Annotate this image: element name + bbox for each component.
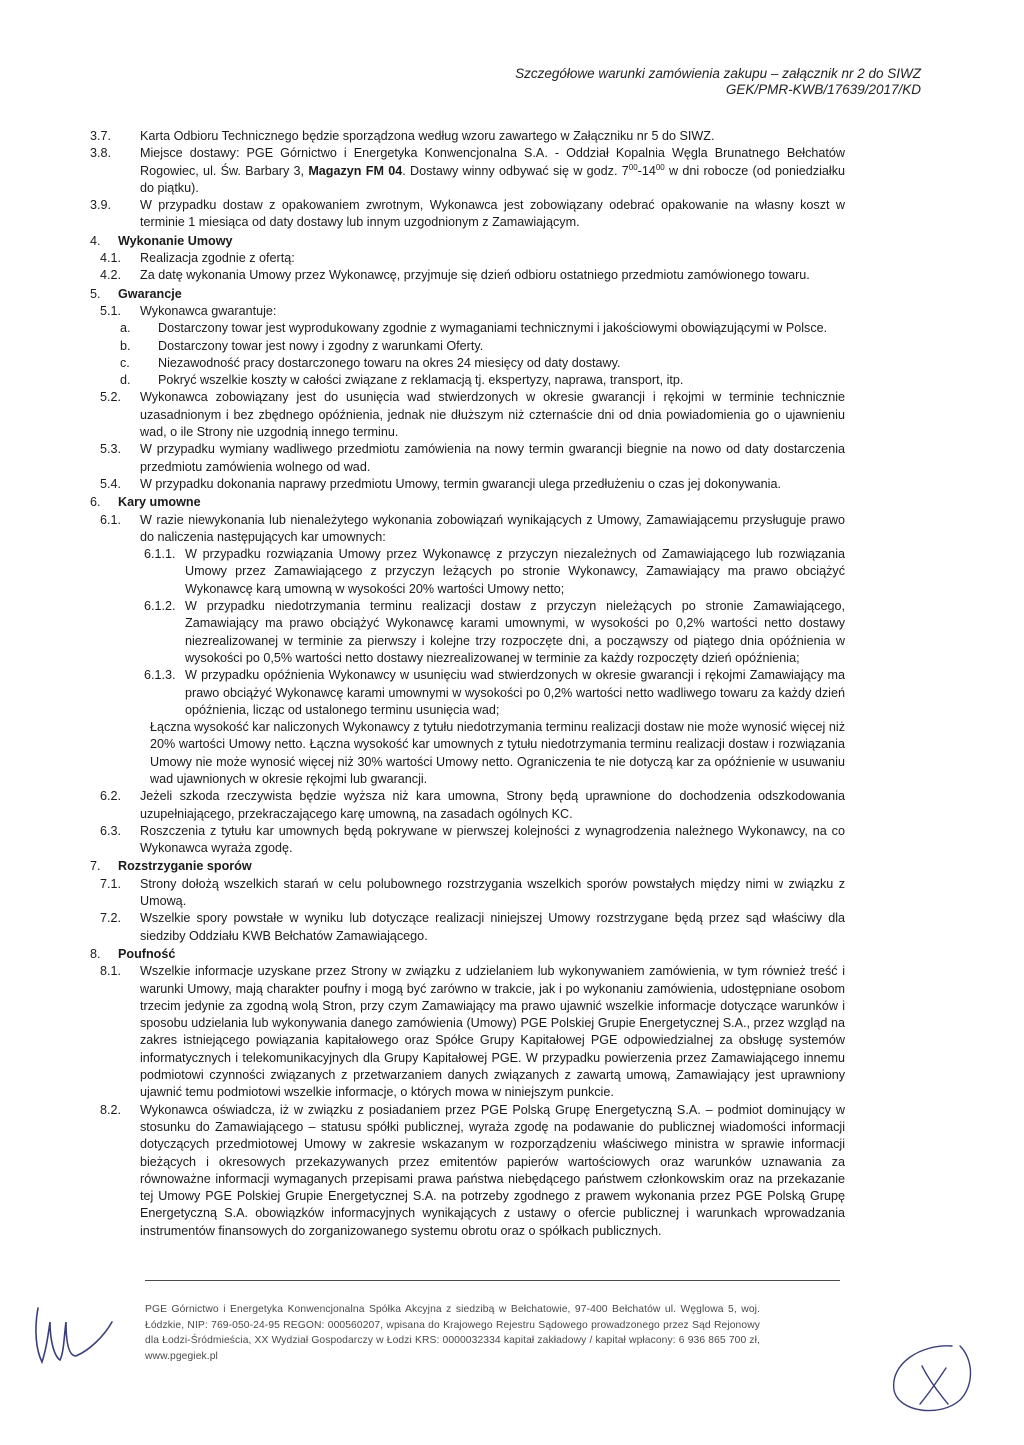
clause-text: W przypadku rozwiązania Umowy przez Wykonawcę z przyczyn niezależnych od Zamawiającego lub rozwiązania Umowy przez Zamawiającego z przyczyn leżących po stronie Wykonawcy, Zamawiający ma prawo obciążyć Wykonawcę karą umowną w wysokości 20% wartości Umowy netto; <box>185 547 845 596</box>
clause-text: Realizacja zgodnie z ofertą: <box>140 251 295 266</box>
clause-number: 6.3. <box>100 823 122 838</box>
penalty-limits-paragraph: Łączna wysokość kar naliczonych Wykonawcy z tytułu niedotrzymania terminu realizacji dostaw nie może wynosić więcej niż 20% wartości Umowy netto. Łączna wysokość kar umownych z tytułu niedotrzymania terminu realizacji dostaw i rozwiązania Umowy nie może wynosić więcej niż 30% wartości Umowy netto. Ograniczenia te nie dotyczą kar za opóźnienie w usuwaniu wad ujawnionych w okresie rękojmi lub gwarancji. <box>150 720 845 786</box>
clause-6-3 <box>90 823 845 858</box>
clause-text <box>140 145 845 197</box>
clause-text: Wszelkie spory powstałe w wyniku lub dotyczące realizacji niniejszej Umowy rozstrzygane będą przez sąd właściwy dla siedziby Oddziału KWB Bełchatów Zamawiającego. <box>140 911 845 943</box>
clause-5-1-b <box>90 338 845 355</box>
clause-number: 5.1. <box>100 303 122 318</box>
clause-number: 5.4. <box>100 476 122 491</box>
clause-number: 7.1. <box>100 876 122 891</box>
clause-text: Dostarczony towar jest wyprodukowany zgodnie z wymaganiami technicznymi i jakościowymi obowiązującymi w Polsce. <box>158 321 828 336</box>
clause-number: 4.1. <box>100 251 122 266</box>
section-title: Wykonanie Umowy <box>118 233 233 248</box>
section-7 <box>90 858 845 875</box>
clause-letter: b. <box>120 338 131 353</box>
clause-7-1 <box>90 876 845 911</box>
clause-number: 6.1. <box>100 512 122 527</box>
superscript: 00 <box>628 162 638 172</box>
section-title: Poufność <box>118 946 176 961</box>
clause-5-3 <box>90 441 845 476</box>
clause-text: W przypadku dostaw z opakowaniem zwrotnym, Wykonawca jest zobowiązany odebrać opakowanie na własny koszt w terminie 1 miesiąca od daty dostawy lub innym uzgodnionym z Zamawiającym. <box>140 198 845 230</box>
clause-text: Strony dołożą wszelkich starań w celu polubownego rozstrzygania wszelkich sporów powstałych między nimi w związku z Umową. <box>140 876 845 909</box>
handwritten-initials-signature <box>20 1300 130 1370</box>
clause-text: Za datę wykonania Umowy przez Wykonawcę, przyjmuje się dzień odbioru ostatniego przedmiotu zamówionego towaru. <box>140 268 810 283</box>
clause-text: Niezawodność pracy dostarczonego towaru na okres 24 miesięcy od daty dostawy. <box>158 355 621 370</box>
clause-number: 5.2. <box>100 390 122 405</box>
clause-text: W razie niewykonania lub nienależytego wykonania zobowiązań wynikających z Umowy, Zamawiającemu przysługuje prawo do naliczenia następujących kar umownych: <box>140 512 845 544</box>
clause-6-1-1 <box>90 546 845 598</box>
clause-number: 3.9. <box>90 198 112 213</box>
section-title: Kary umowne <box>118 495 201 510</box>
clause-number: 8.1. <box>100 964 122 979</box>
clause-number: 4.2. <box>100 268 122 283</box>
clause-3-9 <box>90 197 845 232</box>
section-title: Rozstrzyganie sporów <box>118 859 252 874</box>
text-part: Miejsce dostawy: PGE Górnictwo i Energetyka Konwencjonalna S.A. - Oddział Kopalnia Węgla Brunatnego Bełchatów Rogowiec, ul. Św. Barbary 3, <box>140 146 845 178</box>
clause-text: Dostarczony towar jest nowy i zgodny z warunkami Oferty. <box>158 338 484 353</box>
clause-4-1 <box>90 250 845 267</box>
clause-text: W przypadku wymiany wadliwego przedmiotu zamówienia na nowy termin gwarancji biegnie na nowo od daty dostarczenia przedmiotu zamówienia wolnego od wad. <box>140 442 845 474</box>
section-title: Gwarancje <box>118 286 182 301</box>
clause-5-1-c <box>90 355 845 372</box>
warehouse-name: Magazyn FM 04 <box>308 163 403 178</box>
company-footer: PGE Górnictwo i Energetyka Konwencjonalna Spółka Akcyjna z siedzibą w Bełchatowie, 97-400 Bełchatów ul. Węglowa 5, woj. Łódzkie, NIP: 769-050-24-95 REGON: 000560207, wpisana do Krajowego Rejestru Sądowego prowadzonego przez Sąd Rejonowy dla Łodzi-Śródmieścia, XX Wydział Gospodarczy w Łodzi KRS: 0000032334 kapitał zakładowy / kapitał wpłacony: 6 936 865 700 zł, www.pgegiek.pl <box>145 1304 760 1362</box>
clause-3-8 <box>90 145 845 197</box>
clause-letter: a. <box>120 321 131 336</box>
clause-text: Pokryć wszelkie koszty w całości związane z reklamacją tj. ekspertyzy, naprawa, transport, itp. <box>158 373 684 388</box>
clause-8-2 <box>90 1102 845 1240</box>
clause-text: Karta Odbioru Technicznego będzie sporządzona według wzoru zawartego w Załączniku nr 5 do SIWZ. <box>140 129 715 143</box>
handwritten-paraph-signature <box>880 1340 980 1420</box>
clause-text: Wykonawca gwarantuje: <box>140 303 277 318</box>
section-6 <box>90 494 845 511</box>
text-part: -14 <box>637 163 656 178</box>
section-number: 6. <box>90 495 101 510</box>
clause-number: 3.8. <box>90 146 112 161</box>
clause-text: Jeżeli szkoda rzeczywista będzie wyższa niż kara umowna, Strony będą uprawnione do dochodzenia odszkodowania uzupełniającego, przekraczającego karę umowną, na zasadach ogólnych KC. <box>140 789 845 821</box>
clause-5-4 <box>90 476 845 493</box>
section-number: 4. <box>90 233 101 248</box>
clause-text: W przypadku niedotrzymania terminu realizacji dostaw z przyczyn nieleżących po stronie Zamawiającego, Zamawiający ma prawo obciążyć Wykonawcę karami umownymi, w wysokości po 0,2% wartości netto dostawy niezrealizowanej w terminie za pierwszy i kolejne trzy rozpoczęte dni, a począwszy od piątego dnia opóźnienia w wysokości po 0,5% wartości netto dostawy niezrealizowanej w terminie za każdy rozpoczęty dzień opóźnienia; <box>185 599 845 665</box>
clause-number: 7.2. <box>100 911 122 926</box>
clause-6-2 <box>90 788 845 823</box>
header-reference: GEK/PMR-KWB/17639/2017/KD <box>725 82 921 97</box>
clause-4-2 <box>90 267 845 284</box>
clause-7-2 <box>90 910 845 945</box>
clause-text: Wszelkie informacje uzyskane przez Strony w związku z udzielaniem lub wykonywaniem zamówienia, w tym również treść i warunki Umowy, mają charakter poufny i mogą być zarówno w trakcie, jak i po wykonaniu zamówienia, udostępniane osobom trzecim jedynie za zgodną wolą Stron, przy czym Zamawiający ma prawo ujawnić wszelkie informacje dotyczące warunków i sposobu udzielania lub wykonywania danego zamówienia (Umowy) PGE Polskiej Grupie Energetycznej S.A., przez wzgląd na zakres istniejącego powiązania kapitałowego oraz Spółce Grupy Kapitałowej PGE odpowiedzialnej za obsługę systemów informatycznych i telekomunikacyjnych dla Grupy Kapitałowej PGE. W przypadku powierzenia przez Zamawiającego innemu podmiotowi czynności związanych z przetwarzaniem danych związanych z zawartą umową, Zamawiający jest uprawniony ujawnić temu podmiotowi wszelkie informacje, o których mowa w niniejszym punkcie. <box>140 964 845 1100</box>
clause-number: 3.7. <box>90 129 112 143</box>
clause-letter: c. <box>120 355 130 370</box>
document-body <box>90 128 845 1240</box>
clause-8-1 <box>90 963 845 1101</box>
clause-text: W przypadku dokonania naprawy przedmiotu Umowy, termin gwarancji ulega przedłużeniu o czas jej dokonywania. <box>140 476 781 491</box>
section-4 <box>90 233 845 250</box>
document-header <box>515 66 921 98</box>
clause-number: 5.3. <box>100 442 122 457</box>
superscript: 00 <box>655 162 665 172</box>
header-title: Szczegółowe warunki zamówienia zakupu – załącznik nr 2 do SIWZ <box>515 66 921 81</box>
clause-number: 6.1.1. <box>144 547 176 562</box>
clause-number: 6.2. <box>100 789 122 804</box>
clause-5-2 <box>90 389 845 441</box>
section-5 <box>90 286 845 303</box>
clause-letter: d. <box>120 373 131 388</box>
clause-6-1-2 <box>90 598 845 667</box>
text-part: w dni robocze (od poniedziałku do piątku). <box>140 163 845 195</box>
section-8 <box>90 946 845 963</box>
section-number: 5. <box>90 286 101 301</box>
clause-text: Wykonawca zobowiązany jest do usunięcia wad stwierdzonych w okresie gwarancji i rękojmi w terminie technicznie uzasadnionym i bez zbędnego opóźnienia, jednak nie dłuższym niż czternaście dni od dnia powiadomienia go o ujawnieniu wad, o ile Strony nie uzgodnią innego terminu. <box>140 390 845 440</box>
text-part: . Dostawy winny odbywać się w godz. 7 <box>402 163 629 178</box>
clause-number: 6.1.3. <box>144 668 176 683</box>
clause-text: Wykonawca oświadcza, iż w związku z posiadaniem przez PGE Polską Grupę Energetyczną S.A. – podmiot dominujący w stosunku do Zamawiającego – statusu spółki publicznej, wyraża zgodę na podawanie do publicznej wiadomości informacji dotyczących przedmiotowej Umowy w zakresie wskazanym w rozporządzeniu właściwego ministra w sprawie informacji bieżących i okresowych przekazywanych przez emitentów papierów wartościowych oraz warunków uznawania za równoważne informacji wymaganych przepisami prawa państwa niebędącego państwem członkowskim oraz na przekazanie tej Umowy PGE Polskiej Grupie Energetycznej S.A. na potrzeby zgodnego z prawem wykonania przez PGE Polską Grupę Energetyczną S.A. obowiązków informacyjnych wynikających z ustawy o ofercie publicznej i warunkach wprowadzania instrumentów finansowych do zorganizowanego systemu obrotu oraz o spółkach publicznych. <box>140 1102 845 1238</box>
section-number: 8. <box>90 946 101 961</box>
clause-text: Roszczenia z tytułu kar umownych będą pokrywane w pierwszej kolejności z wynagrodzenia należnego Wykonawcy, na co Wykonawca wyraża zgodę. <box>140 823 845 856</box>
clause-5-1-d <box>90 372 845 389</box>
clause-number: 6.1.2. <box>144 599 176 614</box>
section-number: 7. <box>90 859 101 874</box>
footer-divider <box>145 1280 840 1281</box>
clause-6-1-3 <box>90 667 845 719</box>
clause-number: 8.2. <box>100 1102 122 1117</box>
clause-5-1 <box>90 303 845 320</box>
clause-6-1 <box>90 512 845 547</box>
clause-text: W przypadku opóźnienia Wykonawcy w usunięciu wad stwierdzonych w okresie gwarancji i rękojmi Zamawiający ma prawo obciążyć Wykonawcę karami umownymi w wysokości po 0,2% wartości netto wadliwego towaru za każdy dzień opóźnienia, licząc od ustalonego terminu usunięcia wad; <box>185 668 845 717</box>
clause-3-7 <box>90 128 845 145</box>
clause-5-1-a <box>90 320 845 337</box>
